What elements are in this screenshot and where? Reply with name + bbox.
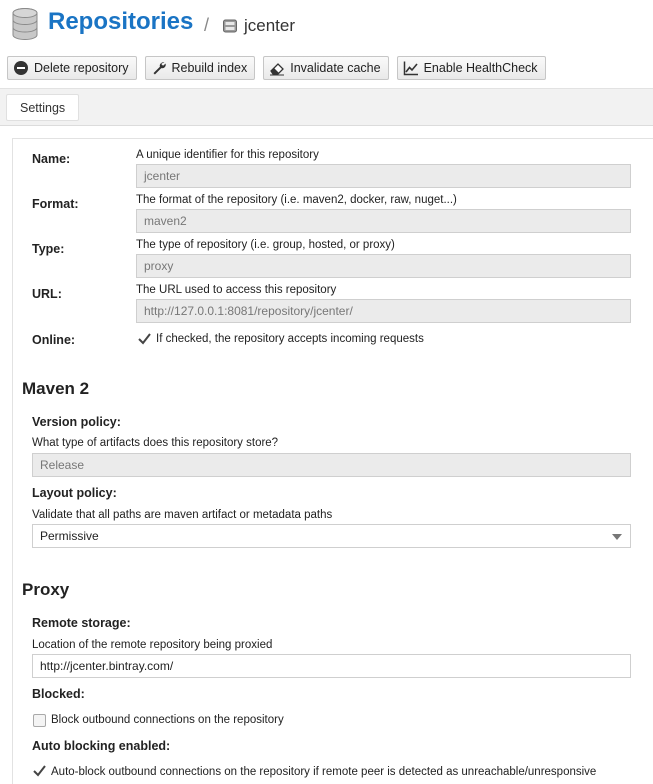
eraser-icon [269,60,285,76]
format-field: maven2 [136,209,631,233]
maven-section-title: Maven 2 [22,379,90,398]
version-policy-label: Version policy: [32,415,121,429]
enable-healthcheck-label: Enable HealthCheck [423,61,538,75]
database-icon [12,8,38,40]
remote-storage-help: Location of the remote repository being proxied [32,639,273,651]
version-policy-field: Release [32,453,631,477]
tab-settings[interactable]: Settings [6,94,79,121]
invalidate-cache-label: Invalidate cache [290,61,381,75]
online-checkbox-label: If checked, the repository accepts incoming requests [156,333,424,345]
breadcrumb-separator: / [204,15,210,35]
name-label: Name: [32,152,71,166]
version-policy-help: What type of artifacts does this repository store? [32,437,279,449]
type-help: The type of repository (i.e. group, hosted, or proxy) [136,239,395,251]
online-label: Online: [32,333,76,347]
blocked-checkbox-label: Block outbound connections on the repository [51,714,284,726]
format-help: The format of the repository (i.e. maven2, docker, raw, nuget...) [136,194,457,206]
type-field: proxy [136,254,631,278]
invalidate-cache-button[interactable] [263,56,388,80]
wrench-icon [151,60,167,76]
toolbar [7,56,546,82]
settings-form [12,138,653,784]
chart-line-icon [403,60,419,76]
delete-repository-label: Delete repository [34,61,129,75]
auto-blocking-checkbox[interactable] [33,766,46,779]
checkmark-icon [137,331,152,346]
url-help: The URL used to access this repository [136,284,337,296]
proxy-section-title: Proxy [22,580,70,599]
layout-policy-help: Validate that all paths are maven artifact or metadata paths [32,509,333,521]
layout-policy-label: Layout policy: [32,486,117,500]
online-checkbox[interactable] [138,334,151,347]
checkmark-icon [32,763,47,778]
page-header [0,0,653,50]
remote-storage-label: Remote storage: [32,616,131,630]
delete-repository-button[interactable] [7,56,137,80]
rebuild-index-button[interactable] [145,56,256,80]
rebuild-index-label: Rebuild index [171,61,248,75]
blocked-label: Blocked: [32,687,85,701]
page-title[interactable]: Repositories [48,8,194,35]
delete-icon [13,60,29,76]
blocked-checkbox[interactable] [33,714,46,727]
name-field: jcenter [136,164,631,188]
layout-policy-value: Permissive [40,529,99,543]
layout-policy-select[interactable] [32,524,631,548]
enable-healthcheck-button[interactable] [397,56,546,80]
auto-blocking-label: Auto blocking enabled: [32,739,171,753]
format-label: Format: [32,197,79,211]
url-field: http://127.0.0.1:8081/repository/jcenter/ [136,299,631,323]
repository-icon [222,18,238,34]
remote-storage-input[interactable]: http://jcenter.bintray.com/ [32,654,631,678]
auto-blocking-checkbox-label: Auto-block outbound connections on the repository if remote peer is detected as unreachable/unresponsive [51,766,597,778]
url-label: URL: [32,287,62,301]
type-label: Type: [32,242,65,256]
breadcrumb-repo-name: jcenter [244,16,296,35]
tab-bar [0,88,653,126]
chevron-down-icon[interactable] [612,534,622,540]
name-help: A unique identifier for this repository [136,149,319,161]
